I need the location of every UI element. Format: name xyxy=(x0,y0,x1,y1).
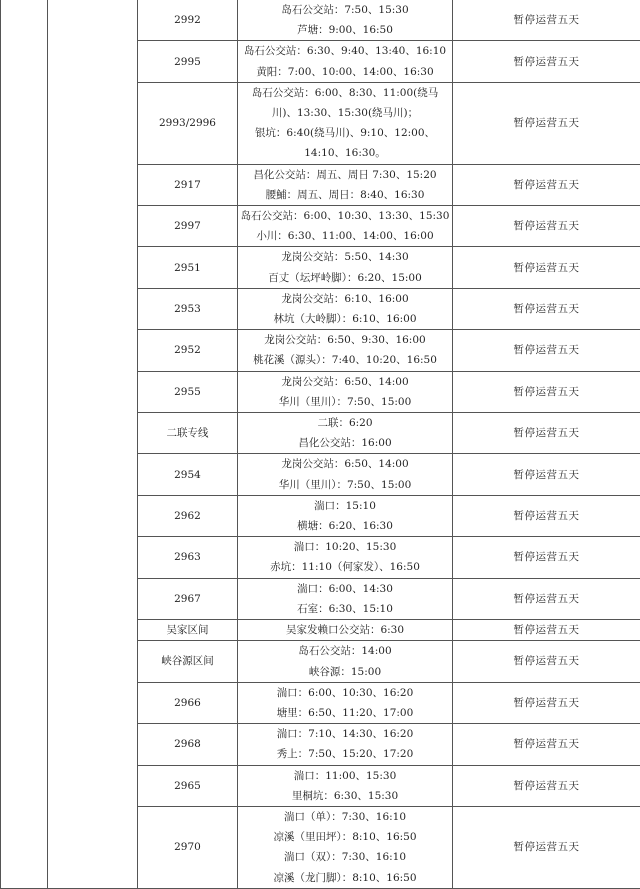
departure-times-line: 凉溪（龙门脚）：8:10、16:50 xyxy=(238,868,452,888)
service-status-cell: 暂停运营五天 xyxy=(453,371,640,412)
service-status-cell: 暂停运营五天 xyxy=(453,537,640,578)
departure-times-line: 赤坑：11:10（何家发）、16:50 xyxy=(238,557,452,577)
departure-times-line: 华川（里川）：7:50、15:00 xyxy=(238,475,452,495)
departure-times-line: 龙岗公交站：6:50、14:00 xyxy=(238,372,452,392)
service-status-cell: 暂停运营五天 xyxy=(453,206,640,247)
route-number-cell: 2992 xyxy=(138,0,238,41)
departure-times-line: 小川：6:30、11:00、14:00、16:00 xyxy=(238,226,452,246)
group-column-cell xyxy=(1,0,48,888)
departure-times-line: 塘里：6:50、11:20、17:00 xyxy=(238,703,452,723)
departure-times-line: 二联：6:20 xyxy=(238,413,452,433)
route-number-cell: 2952 xyxy=(138,330,238,371)
service-status-cell: 暂停运营五天 xyxy=(453,454,640,495)
service-status-cell: 暂停运营五天 xyxy=(453,164,640,205)
departure-times-line: 吴家发赖口公交站：6:30 xyxy=(238,620,452,640)
departure-times-line: 黄阳：7:00、10:00、14:00、16:30 xyxy=(238,62,452,82)
service-status-cell: 暂停运营五天 xyxy=(453,641,640,682)
departure-times-cell xyxy=(238,371,453,412)
service-status-cell: 暂停运营五天 xyxy=(453,413,640,454)
departure-times-line: 湍口：15:10 xyxy=(238,496,452,516)
service-status-cell: 暂停运营五天 xyxy=(453,247,640,288)
departure-times-line: 龙岗公交站：6:10、16:00 xyxy=(238,289,452,309)
route-number-cell: 2997 xyxy=(138,206,238,247)
service-status-cell: 暂停运营五天 xyxy=(453,620,640,641)
departure-times-line: 银坑：6:40(绕马川)、9:10、12:00、 xyxy=(238,123,452,143)
departure-times-cell xyxy=(238,454,453,495)
service-status-cell: 暂停运营五天 xyxy=(453,724,640,765)
route-number-cell: 2951 xyxy=(138,247,238,288)
departure-times-cell xyxy=(238,413,453,454)
departure-times-cell xyxy=(238,247,453,288)
departure-times-cell xyxy=(238,641,453,682)
departure-times-line: 龙岗公交站：6:50、9:30、16:00 xyxy=(238,330,452,350)
departure-times-line: 龙岗公交站：5:50、14:30 xyxy=(238,247,452,267)
departure-times-line: 华川（里川）：7:50、15:00 xyxy=(238,392,452,412)
departure-times-line: 石室：6:30、15:10 xyxy=(238,599,452,619)
departure-times-cell xyxy=(238,206,453,247)
route-number-cell: 吴家区间 xyxy=(138,620,238,641)
departure-times-cell xyxy=(238,578,453,619)
route-number-cell: 2965 xyxy=(138,765,238,806)
service-status-cell: 暂停运营五天 xyxy=(453,41,640,82)
route-number-cell: 2962 xyxy=(138,495,238,536)
departure-times-line: 湍口（双）：7:30、16:10 xyxy=(238,847,452,867)
route-number-cell: 2917 xyxy=(138,164,238,205)
service-status-cell: 暂停运营五天 xyxy=(453,0,640,41)
category-column-cell xyxy=(48,0,138,888)
service-status-cell: 暂停运营五天 xyxy=(453,578,640,619)
departure-times-line: 昌化公交站：周五、周日 7:30、15:20 xyxy=(238,165,452,185)
departure-times-cell xyxy=(238,82,453,164)
route-number-cell: 2953 xyxy=(138,288,238,329)
departure-times-line: 昌化公交站：16:00 xyxy=(238,433,452,453)
departure-times-line: 桃花溪（源头）：7:40、10:20、16:50 xyxy=(238,350,452,370)
departure-times-cell xyxy=(238,164,453,205)
departure-times-cell xyxy=(238,620,453,641)
departure-times-cell xyxy=(238,765,453,806)
departure-times-cell xyxy=(238,495,453,536)
table-row xyxy=(1,0,640,41)
departure-times-cell xyxy=(238,0,453,41)
departure-times-line: 岛石公交站：6:00、10:30、13:30、15:30 xyxy=(238,206,452,226)
route-number-cell: 2968 xyxy=(138,724,238,765)
departure-times-line: 湍口：10:20、15:30 xyxy=(238,537,452,557)
departure-times-line: 湍口（单）：7:30、16:10 xyxy=(238,807,452,827)
route-number-cell: 2970 xyxy=(138,806,238,888)
departure-times-line: 湍口：11:00、15:30 xyxy=(238,766,452,786)
departure-times-cell xyxy=(238,806,453,888)
departure-times-line: 百丈（坛坪岭脚）：6:20、15:00 xyxy=(238,268,452,288)
route-number-cell: 2954 xyxy=(138,454,238,495)
route-number-cell: 2955 xyxy=(138,371,238,412)
service-status-cell: 暂停运营五天 xyxy=(453,806,640,888)
departure-times-cell xyxy=(238,41,453,82)
route-number-cell: 二联专线 xyxy=(138,413,238,454)
route-number-cell: 2993/2996 xyxy=(138,82,238,164)
route-number-cell: 2967 xyxy=(138,578,238,619)
departure-times-cell xyxy=(238,537,453,578)
route-number-cell: 2966 xyxy=(138,682,238,723)
service-status-cell: 暂停运营五天 xyxy=(453,765,640,806)
departure-times-line: 芦塘：9:00、16:50 xyxy=(238,20,452,40)
departure-times-cell xyxy=(238,288,453,329)
service-status-cell: 暂停运营五天 xyxy=(453,82,640,164)
departure-times-line: 林坑（大岭脚）：6:10、16:00 xyxy=(238,309,452,329)
departure-times-line: 秀上：7:50、15:20、17:20 xyxy=(238,744,452,764)
departure-times-line: 横塘：6:20、16:30 xyxy=(238,516,452,536)
departure-times-line: 岛石公交站：14:00 xyxy=(238,641,452,661)
departure-times-cell xyxy=(238,330,453,371)
departure-times-line: 湍口：6:00、14:30 xyxy=(238,579,452,599)
departure-times-line: 凉溪（里田坪）：8:10、16:50 xyxy=(238,827,452,847)
departure-times-line: 岛石公交站：6:00、8:30、11:00(绕马 xyxy=(238,83,452,103)
schedule-body xyxy=(1,0,640,888)
service-status-cell: 暂停运营五天 xyxy=(453,330,640,371)
service-status-cell: 暂停运营五天 xyxy=(453,495,640,536)
departure-times-line: 14:10、16:30。 xyxy=(238,143,452,163)
departure-times-line: 里桐坑：6:30、15:30 xyxy=(238,786,452,806)
departure-times-line: 岛石公交站：7:50、15:30 xyxy=(238,0,452,20)
departure-times-line: 腰鯆：周五、周日：8:40、16:30 xyxy=(238,185,452,205)
departure-times-line: 龙岗公交站：6:50、14:00 xyxy=(238,454,452,474)
departure-times-line: 湍口：7:10、14:30、16:20 xyxy=(238,724,452,744)
departure-times-line: 岛石公交站：6:30、9:40、13:40、16:10 xyxy=(238,41,452,61)
service-status-cell: 暂停运营五天 xyxy=(453,288,640,329)
route-number-cell: 2995 xyxy=(138,41,238,82)
service-status-cell: 暂停运营五天 xyxy=(453,682,640,723)
departure-times-cell xyxy=(238,682,453,723)
departure-times-line: 川)、13:30、15:30(绕马川)； xyxy=(238,103,452,123)
departure-times-line: 峡谷源：15:00 xyxy=(238,662,452,682)
route-number-cell: 2963 xyxy=(138,537,238,578)
route-number-cell: 峡谷源区间 xyxy=(138,641,238,682)
departure-times-line: 湍口：6:00、10:30、16:20 xyxy=(238,683,452,703)
departure-times-cell xyxy=(238,724,453,765)
